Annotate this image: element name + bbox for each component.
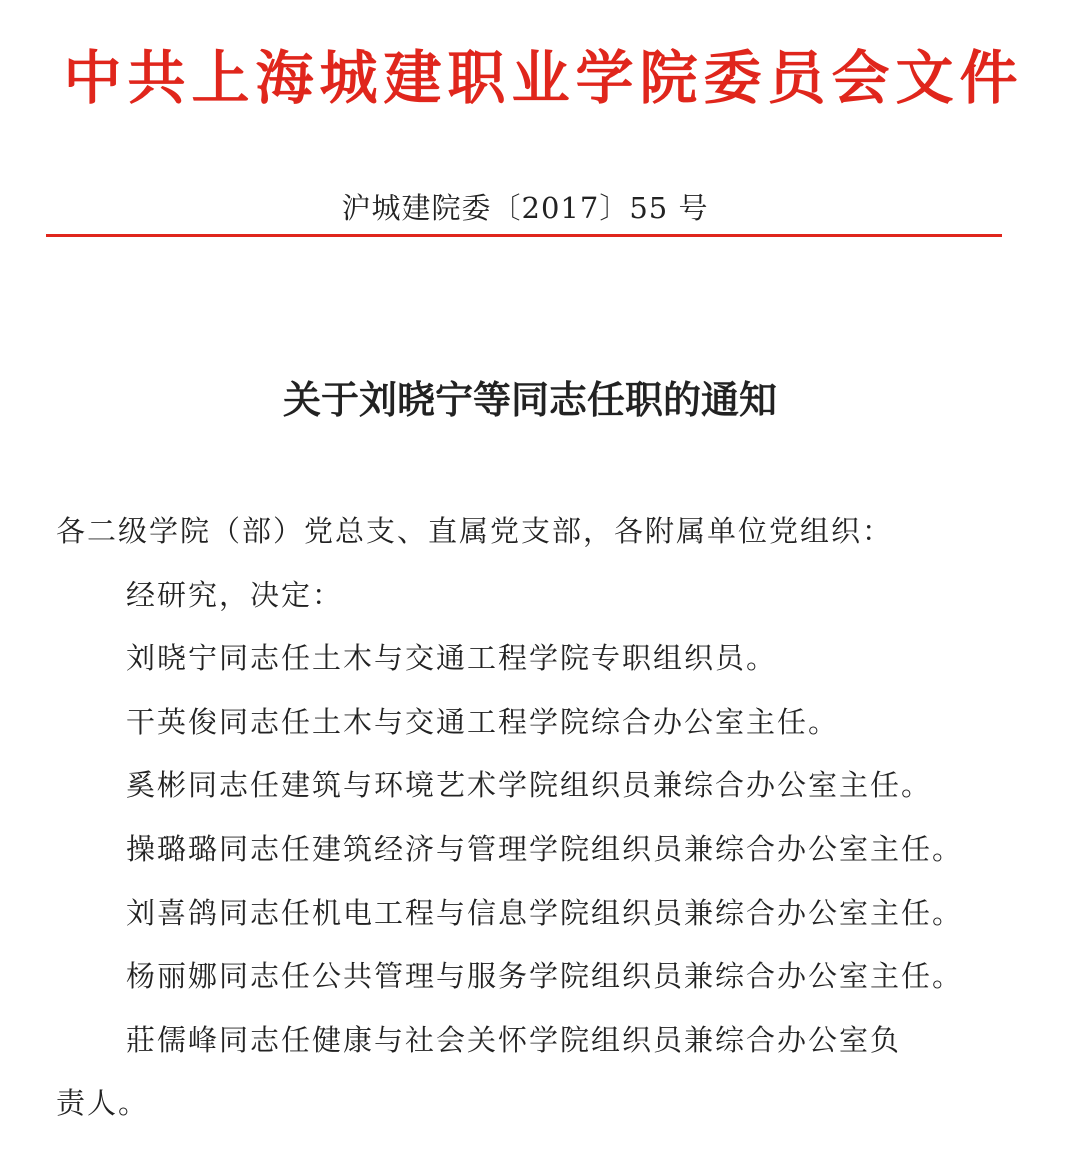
notice-body	[56, 500, 1016, 1136]
appointment-item: 杨丽娜同志任公共管理与服务学院组织员兼综合办公室主任。	[126, 959, 964, 994]
header-divider-line	[46, 234, 1002, 237]
appointment-item-last-line2: 责人。	[56, 1086, 150, 1121]
appointment-item: 操璐璐同志任建筑经济与管理学院组织员兼综合办公室主任。	[126, 831, 964, 866]
appointment-item: 干英俊同志任土木与交通工程学院综合办公室主任。	[126, 704, 840, 739]
addressee-line: 各二级学院（部）党总支、直属党支部，各附属单位党组织：	[56, 514, 894, 548]
appointment-item: 刘喜鸽同志任机电工程与信息学院组织员兼综合办公室主任。	[126, 895, 964, 930]
document-header-title: 中共上海城建职业学院委员会文件	[63, 44, 1024, 112]
notice-title: 关于刘晓宁等同志任职的通知	[282, 377, 777, 422]
appointment-item: 奚彬同志任建筑与环境艺术学院组织员兼综合办公室主任。	[126, 768, 933, 803]
intro-line: 经研究，决定：	[126, 577, 344, 612]
document-number: 沪城建院委〔2017〕55 号	[341, 191, 709, 225]
appointment-item: 刘晓宁同志任土木与交通工程学院专职组织员。	[126, 641, 778, 676]
appointment-item-last-line1: 莊儒峰同志任健康与社会关怀学院组织员兼综合办公室负	[126, 1022, 902, 1057]
